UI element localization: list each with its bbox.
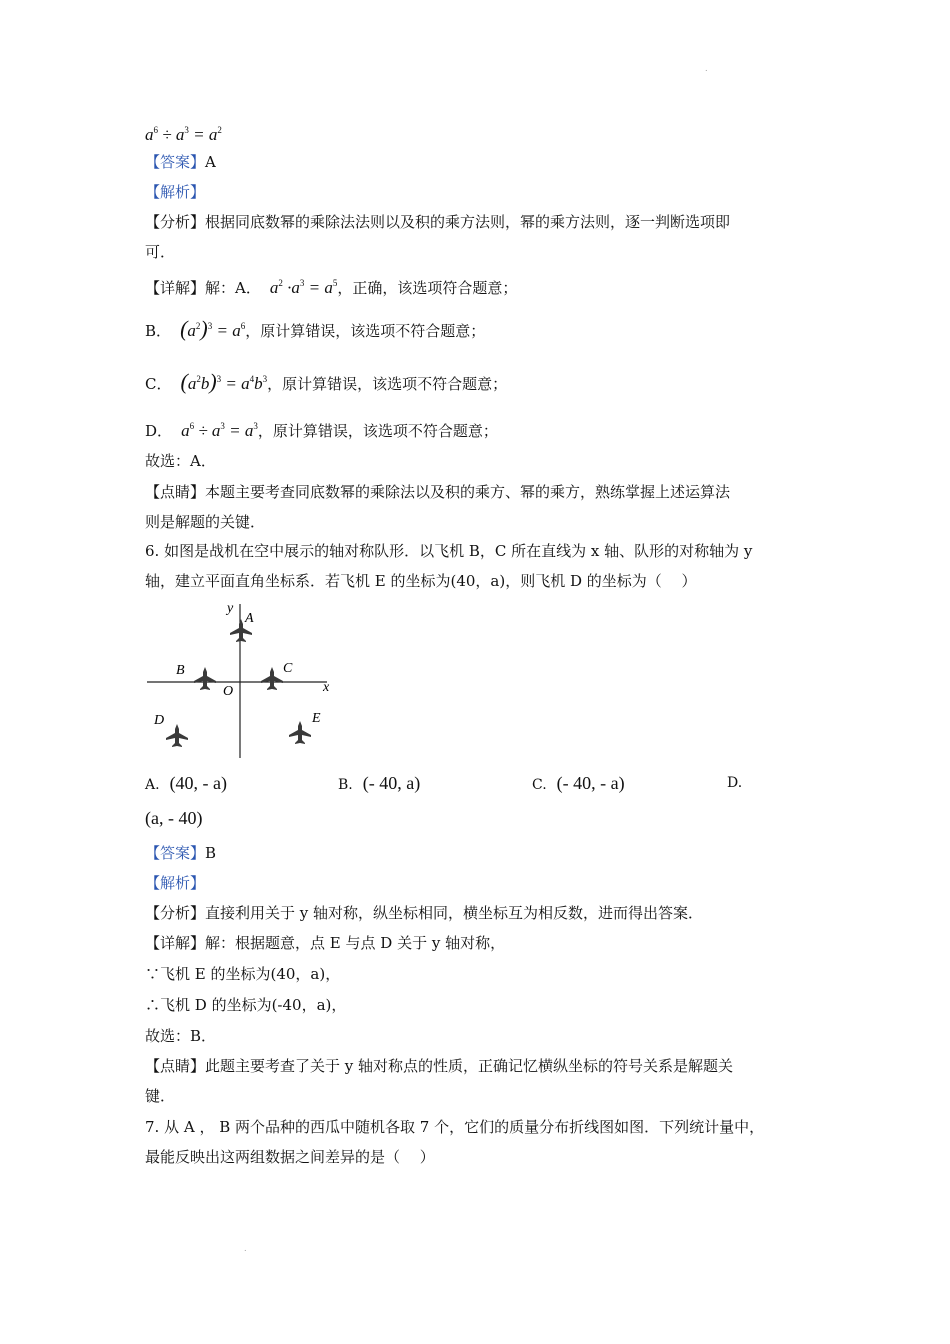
q5-choose: 故选：A． bbox=[145, 452, 216, 470]
option-b-label: B． bbox=[145, 322, 172, 340]
answer-value: A bbox=[205, 153, 216, 171]
q5-answer-line bbox=[145, 152, 216, 172]
top-formula: $a^6 \div a^3 = a^2$ bbox=[145, 125, 222, 144]
q6-option-d bbox=[727, 775, 742, 791]
q6-dianjing-line2: 键． bbox=[145, 1087, 176, 1105]
q6-option-c bbox=[532, 773, 625, 794]
q6-option-d-value bbox=[145, 808, 202, 829]
detail-text: 解：根据题意，点 E 与点 D 关于 y 轴对称， bbox=[205, 934, 506, 952]
plane-a-label: A bbox=[245, 611, 254, 626]
q5-fenxi-line1 bbox=[145, 212, 730, 232]
dianjing-tag: 【点睛】 bbox=[145, 483, 206, 501]
q5-option-b bbox=[145, 316, 485, 341]
decor-dot-top: . bbox=[705, 64, 708, 73]
option-label: C. bbox=[532, 777, 547, 793]
option-value: (- 40, a) bbox=[362, 773, 421, 793]
option-label: A. bbox=[145, 777, 160, 793]
formula-c: $(a^2b)^3 = a^4b^3$ bbox=[180, 369, 268, 394]
analysis-tag: 【解析】 bbox=[145, 183, 206, 201]
q6-stem-line1: 6. 如图是战机在空中展示的轴对称队形．以飞机 B，C 所在直线为 x 轴、队形的对称轴为 y bbox=[145, 542, 753, 560]
q6-therefore: ∴飞机 D 的坐标为(-40，a)， bbox=[145, 996, 347, 1014]
q6-fenxi bbox=[145, 903, 703, 923]
formula-d: $a^6 \div a^3 = a^3$ bbox=[176, 421, 258, 440]
q7-stem-line1: 7. 从 A ， B 两个品种的西瓜中随机各取 7 个，它们的质量分布折线图如图．下列统计量中， bbox=[145, 1118, 765, 1136]
detail-tag: 【详解】 bbox=[145, 279, 206, 297]
q6-detail bbox=[145, 933, 505, 953]
option-c-label: C． bbox=[145, 375, 172, 393]
dianjing-text: 本题主要考查同底数幂的乘除法以及积的乘方、幂的乘方，熟练掌握上述运算法 bbox=[205, 483, 731, 501]
y-axis-label: y bbox=[227, 601, 234, 616]
q5-dianjing-line1 bbox=[145, 482, 730, 502]
plane-c-label: C bbox=[283, 661, 293, 676]
dianjing-tag: 【点睛】 bbox=[145, 1057, 206, 1075]
decor-dot-bottom: . bbox=[244, 1244, 247, 1253]
detail-tag: 【详解】 bbox=[145, 934, 206, 952]
x-axis-label: x bbox=[323, 680, 330, 695]
option-c-suffix: ，原计算错误，该选项不符合题意； bbox=[267, 375, 508, 393]
fenxi-tag: 【分析】 bbox=[145, 904, 206, 922]
answer-value: B bbox=[205, 844, 217, 862]
origin-label: O bbox=[223, 684, 234, 699]
option-value: (a, - 40) bbox=[145, 808, 203, 828]
plane-e-icon bbox=[289, 721, 311, 744]
fenxi-text: 直接利用关于 y 轴对称，纵坐标相同，横坐标互为相反数，进而得出答案． bbox=[205, 904, 704, 922]
option-label: B. bbox=[338, 777, 353, 793]
q6-choose: 故选：B． bbox=[145, 1027, 217, 1045]
option-d-suffix: ，原计算错误，该选项不符合题意； bbox=[257, 422, 498, 440]
fenxi-text: 根据同底数幂的乘除法法则以及积的乘方法则，幂的乘方法则，逐一判断选项即 bbox=[205, 213, 731, 231]
q6-answer-line bbox=[145, 843, 216, 863]
plane-b-label: B bbox=[176, 663, 185, 678]
detail-a-suffix: ，正确，该选项符合题意； bbox=[337, 279, 518, 297]
analysis-tag: 【解析】 bbox=[145, 874, 206, 892]
option-value: (40, - a) bbox=[169, 773, 228, 793]
detail-prefix: 解：A． bbox=[205, 279, 261, 297]
plane-d-label: D bbox=[154, 713, 165, 728]
option-b-suffix: ，原计算错误，该选项不符合题意； bbox=[245, 322, 486, 340]
q5-dianjing-line2: 则是解题的关键． bbox=[145, 513, 266, 531]
q6-stem-line2: 轴，建立平面直角坐标系．若飞机 E 的坐标为(40，a)，则飞机 D 的坐标为（ ） bbox=[145, 572, 697, 590]
plane-d-icon bbox=[166, 724, 188, 747]
plane-c-icon bbox=[261, 667, 283, 690]
q5-detail-a bbox=[145, 273, 517, 298]
option-value: (- 40, - a) bbox=[556, 773, 625, 793]
option-d-label: D． bbox=[145, 422, 173, 440]
fenxi-tag: 【分析】 bbox=[145, 213, 206, 231]
answer-tag: 【答案】 bbox=[145, 844, 206, 862]
formula-b: $(a^2)^3 = a^6$ bbox=[180, 316, 246, 341]
formation-figure bbox=[145, 598, 345, 763]
option-label: D. bbox=[727, 775, 743, 791]
q5-option-c bbox=[145, 369, 507, 394]
plane-e-label: E bbox=[312, 711, 321, 726]
q6-option-b bbox=[338, 773, 420, 794]
q6-option-a bbox=[145, 773, 227, 794]
answer-tag: 【答案】 bbox=[145, 153, 206, 171]
q5-fenxi-line2: 可． bbox=[145, 243, 176, 261]
q7-stem-line2: 最能反映出这两组数据之间差异的是（ ） bbox=[145, 1148, 435, 1166]
plane-b-icon bbox=[194, 667, 216, 690]
q6-because: ∵飞机 E 的坐标为(40，a)， bbox=[145, 965, 341, 983]
q5-option-d bbox=[145, 416, 498, 441]
formula-a: $a^2 \cdot a^3 = a^5$ bbox=[265, 278, 338, 297]
dianjing-text: 此题主要考查了关于 y 轴对称点的性质，正确记忆横纵坐标的符号关系是解题关 bbox=[205, 1057, 734, 1075]
q6-dianjing-line1 bbox=[145, 1056, 733, 1076]
